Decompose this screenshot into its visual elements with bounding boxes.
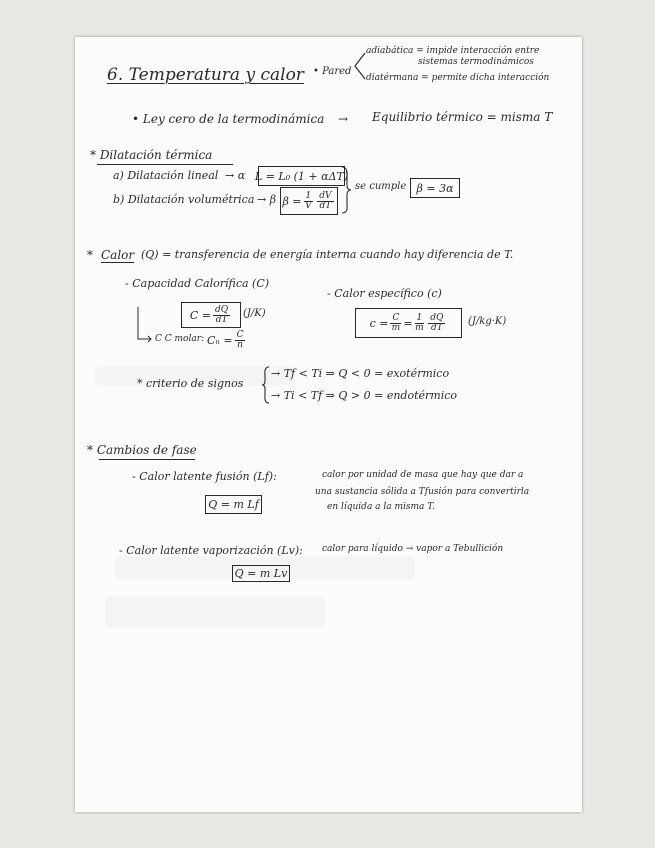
signo-exotermico: → Tf < Ti ⇒ Q < 0 = exotérmico [271, 367, 450, 380]
ley-cero-text: • Ley cero de la termodinámica [132, 112, 325, 126]
fusion-description: una sustancia sólida a Tfusión para convertirla [315, 487, 530, 497]
show-through-mark [105, 597, 325, 627]
dilatacion-volumetrica-mark: → β [257, 193, 277, 206]
dilatacion-heading: * Dilatación térmica [90, 148, 213, 162]
pared-bracket [353, 51, 367, 81]
dilatacion-brace [340, 165, 352, 215]
cambios-heading: * Cambios de fase [87, 443, 197, 457]
calor-latente-fusion: - Calor latente fusión (Lf): [132, 470, 277, 483]
capacidad-formula: C = $\frac{dQ}{dT}$ [181, 302, 241, 328]
se-cumple-text: se cumple [355, 181, 407, 192]
criterio-signos: * criterio de signos [137, 377, 244, 390]
dilatacion-volumetrica: b) Dilatación volumétrica [113, 193, 255, 206]
beta-alpha-relation: β = 3α [410, 178, 460, 198]
heading-underline [99, 459, 195, 460]
ley-cero-arrow: → [338, 112, 349, 126]
molar-arrow [135, 305, 155, 345]
fraction: $\frac{dV}{dT}$ [319, 190, 332, 211]
beta-left: β = [282, 194, 302, 208]
dilatacion-volumetrica-formula [280, 187, 338, 215]
heading-underline [97, 164, 233, 165]
vapor-formula: Q = m Lv [232, 565, 290, 582]
calor-definition: (Q) = transferencia de energía interna cuando hay diferencia de T. [141, 248, 514, 261]
pared-label: • Pared [313, 66, 352, 77]
calor-bullet: * [87, 248, 93, 262]
dilatacion-lineal-mark: → α [225, 169, 246, 182]
signos-brace [261, 365, 271, 405]
fusion-description: en líquida a la misma T. [327, 502, 435, 512]
capacidad-calorifica: - Capacidad Calorífica (C) [125, 277, 270, 290]
dilatacion-lineal-formula: L = L₀ (1 + αΔT) [258, 166, 345, 186]
adiabatica-text: adiabática = impide interacción entre [366, 46, 540, 56]
calor-latente-vaporizacion: - Calor latente vaporización (Lv): [119, 544, 303, 557]
signo-endotermico: → Ti < Tf ⇒ Q > 0 = endotérmico [271, 389, 458, 402]
especifico-unit: (J/kg·K) [468, 316, 507, 327]
notebook-page [75, 37, 582, 812]
ley-cero-result: Equilibrio térmico = misma T [372, 110, 553, 124]
capacidad-molar-label: C C molar: [155, 334, 205, 344]
vapor-description: calor para líquido → vapor a Tebullición [322, 544, 504, 554]
fusion-description: calor por unidad de masa que hay que dar a [322, 470, 524, 480]
fraction: $\frac{1}{V}$ [305, 190, 312, 211]
capacidad-unit: (J/K) [243, 308, 266, 319]
diatermana-text: diatérmana = permite dicha interacción [366, 73, 550, 83]
calor-especifico: - Calor específico (c) [327, 287, 442, 300]
fusion-formula: Q = m Lf [205, 495, 262, 514]
calor-heading: Calor [101, 248, 135, 262]
dilatacion-lineal: a) Dilatación lineal [113, 169, 219, 182]
capacidad-molar-formula: Cₙ = $\frac{C}{n}$ [207, 330, 244, 350]
adiabatica-text-cont: sistemas termodinámicos [418, 57, 534, 67]
page-title: 6. Temperatura y calor [107, 65, 304, 85]
especifico-formula: c = $\frac{C}{m}$ = $\frac{1}{m}$ $\frac{dQ}{dT}$ [355, 308, 462, 338]
